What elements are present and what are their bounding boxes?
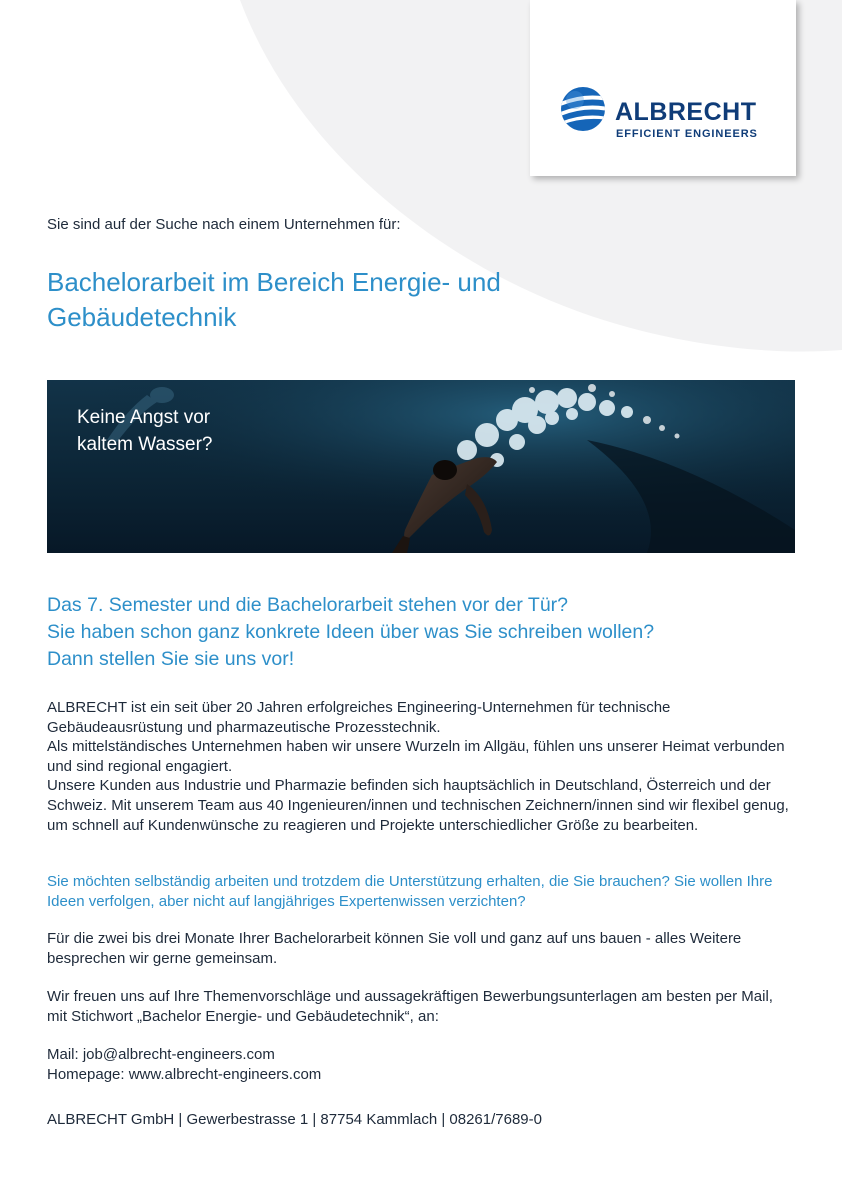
sub-heading-line-2: Sie haben schon ganz konkrete Ideen über was Sie schreiben wollen?: [47, 621, 655, 643]
title-line-2: Gebäudetechnik: [47, 302, 237, 332]
highlight-paragraph: Sie möchten selbständig arbeiten und trotzdem die Unterstützung erhalten, die Sie brauchen? Sie wollen Ihre Ideen verfolgen, aber nicht auf langjähriges Expertenwissen verzichten?: [47, 873, 773, 910]
logo-tagline: EFFICIENT ENGINEERS: [616, 128, 758, 140]
homepage-line: [47, 1065, 797, 1085]
contact-block: [47, 1045, 797, 1084]
mail-label: Mail:: [47, 1046, 83, 1063]
footer-address: ALBRECHT GmbH | Gewerbestrasse 1 | 87754 Kammlach | 08261/7689-0: [47, 1111, 542, 1128]
banner-line-1: Keine Angst vor: [77, 407, 211, 428]
page-title: [47, 265, 687, 335]
company-paragraph-3: Unsere Kunden aus Industrie und Pharmazie befinden sich hauptsächlich in Deutschland, Österreich und der Schweiz. Mit unserem Team aus 40 Ingenieuren/innen und technischen Zeichnern/innen sind wir flexibel genug, um schnell auf Kundenwünsche zu reagieren und Projekte unterschiedlicher Größe zu bearbeiten.: [47, 777, 789, 834]
swimmer-banner: [47, 380, 795, 553]
logo-name: ALBRECHT: [615, 98, 757, 126]
intro-text: Sie sind auf der Suche nach einem Unternehmen für:: [47, 216, 401, 233]
banner-line-2: kaltem Wasser?: [77, 434, 213, 455]
albrecht-globe-logo-icon: [560, 86, 606, 132]
application-paragraph: Wir freuen uns auf Ihre Themenvorschläge und aussagekräftigen Bewerbungsunterlagen am besten per Mail, mit Stichwort „Bachelor Energie- und Gebäudetechnik“, an:: [47, 988, 773, 1025]
company-description: [47, 698, 797, 835]
banner-caption: [77, 404, 213, 458]
sub-heading-line-1: Das 7. Semester und die Bachelorarbeit stehen vor der Tür?: [47, 594, 569, 616]
homepage-label: Homepage:: [47, 1065, 129, 1083]
title-line-1: Bachelorarbeit im Bereich Energie- und: [47, 267, 501, 297]
sub-heading: [47, 592, 807, 673]
homepage-link[interactable]: www.albrecht-engineers.com: [128, 1065, 322, 1083]
logo-card: [530, 0, 796, 176]
support-paragraph: Für die zwei bis drei Monate Ihrer Bachelorarbeit können Sie voll und ganz auf uns bauen - alles Weitere besprechen wir gerne gemeinsam.: [47, 930, 742, 967]
sub-heading-line-3: Dann stellen Sie sie uns vor!: [47, 648, 295, 670]
mail-link[interactable]: job@albrecht-engineers.com: [82, 1046, 275, 1063]
company-paragraph-1: ALBRECHT ist ein seit über 20 Jahren erfolgreiches Engineering-Unternehmen für technische Gebäudeausrüstung und pharmazeutische Prozesstechnik.: [47, 699, 671, 736]
mail-line: [47, 1045, 797, 1065]
company-paragraph-2: Als mittelständisches Unternehmen haben wir unsere Wurzeln im Allgäu, fühlen uns unserer Heimat verbunden und sind regional engagiert.: [47, 738, 785, 775]
